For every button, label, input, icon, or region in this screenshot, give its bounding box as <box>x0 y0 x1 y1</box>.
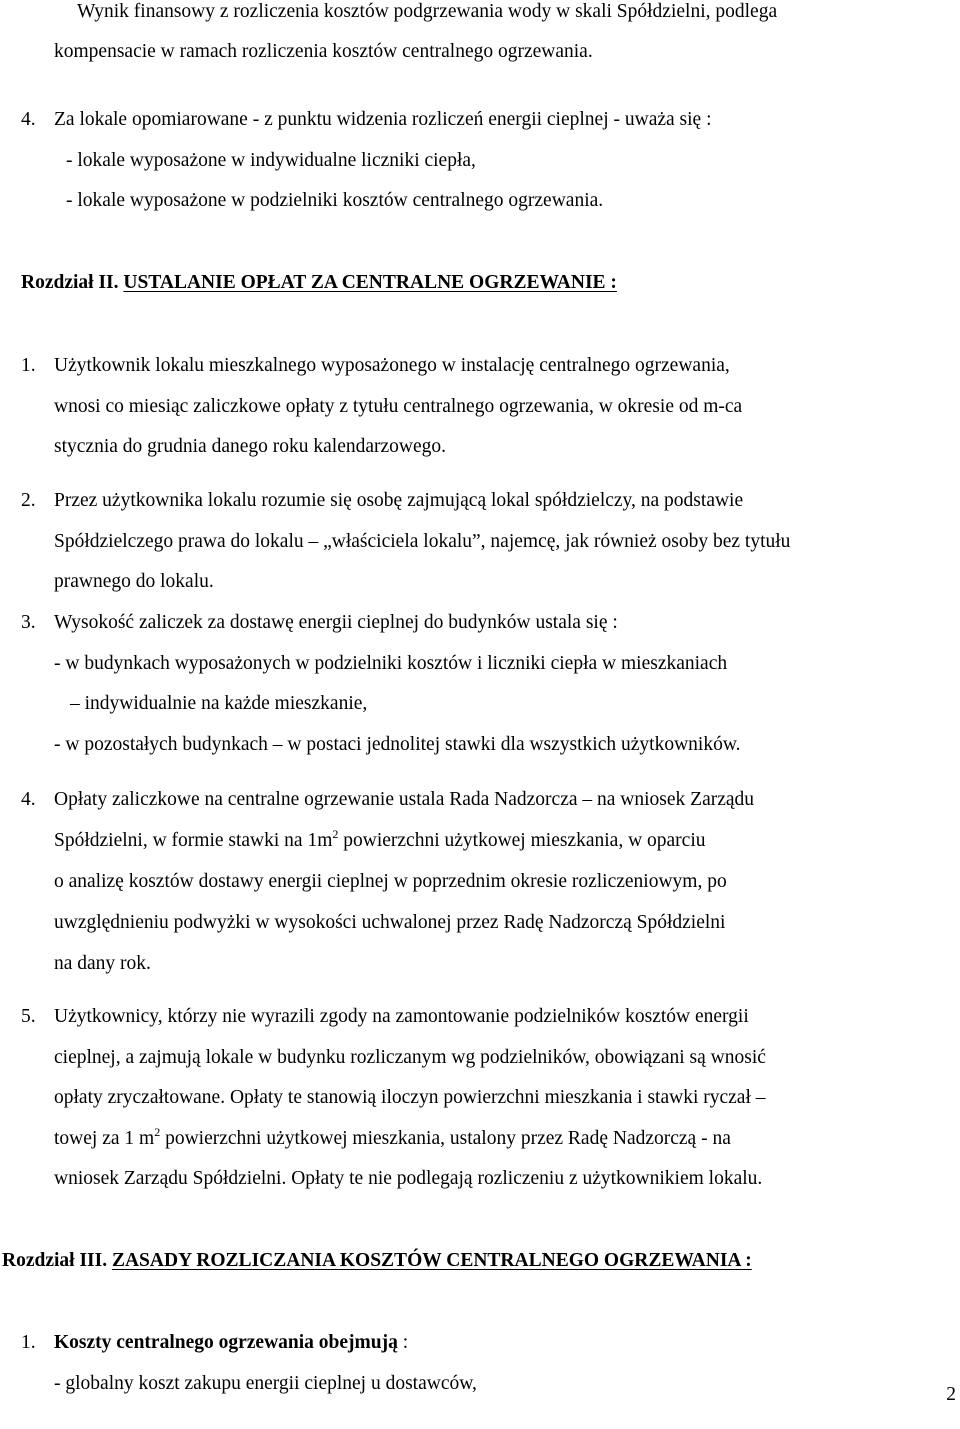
paragraph-line: cieplnej, a zajmują lokale w budynku rozliczanym wg podzielników, obowiązani są wnosić <box>54 1047 766 1068</box>
paragraph-line: Wysokość zaliczek za dostawę energii cieplnej do budynków ustala się : <box>54 612 618 633</box>
superscript: 2 <box>154 1125 161 1139</box>
chapter-title: ZASADY ROZLICZANIA KOSZTÓW CENTRALNEGO OGRZEWANIA : <box>111 1250 752 1271</box>
text-run: Spółdzielni, w formie stawki na 1m <box>54 830 333 851</box>
list-bullet: - w budynkach wyposażonych w podzielniki kosztów i liczniki ciepła w mieszkaniach <box>54 653 728 674</box>
list-bullet: - lokale wyposażone w podzielniki kosztów centralnego ogrzewania. <box>66 190 604 211</box>
chapter-heading <box>21 273 617 293</box>
page-number: 2 <box>946 1384 956 1405</box>
paragraph-line <box>54 1125 731 1149</box>
list-number: 2. <box>21 490 36 511</box>
paragraph-line: Spółdzielczego prawa do lokalu – „właściciela lokalu”, najemcę, jak również osoby bez tytułu <box>54 531 791 552</box>
paragraph-line: uwzględnieniu podwyżki w wysokości uchwalonej przez Radę Nadzorczą Spółdzielni <box>54 912 726 933</box>
list-number: 4. <box>21 109 36 130</box>
paragraph-line: kompensacie w ramach rozliczenia kosztów centralnego ogrzewania. <box>54 41 593 62</box>
chapter-label: Rozdział II. <box>21 272 119 293</box>
paragraph-line: o analizę kosztów dostawy energii cieplnej w poprzednim okresie rozliczeniowym, po <box>54 871 727 892</box>
paragraph-line: na dany rok. <box>54 953 151 974</box>
paragraph-line: Użytkownicy, którzy nie wyrazili zgody na zamontowanie podzielników kosztów energii <box>54 1006 749 1027</box>
paragraph-line: stycznia do grudnia danego roku kalendarzowego. <box>54 436 447 457</box>
text-run: powierzchni użytkowej mieszkania, w oparciu <box>338 830 706 851</box>
paragraph-line: Przez użytkownika lokalu rozumie się osobę zajmującą lokal spółdzielczy, na podstawie <box>54 490 744 511</box>
paragraph-line: Użytkownik lokalu mieszkalnego wyposażonego w instalację centralnego ogrzewania, <box>54 355 730 376</box>
text-run: : <box>397 1332 409 1353</box>
paragraph-line <box>54 827 706 851</box>
superscript: 2 <box>332 827 339 841</box>
paragraph-line: Wynik finansowy z rozliczenia kosztów podgrzewania wody w skali Spółdzielni, podlega <box>77 1 778 22</box>
paragraph-line: prawnego do lokalu. <box>54 571 214 592</box>
list-number: 5. <box>21 1006 36 1027</box>
list-bullet: - lokale wyposażone w indywidualne liczniki ciepła, <box>66 150 476 171</box>
list-bullet: – indywidualnie na każde mieszkanie, <box>70 693 368 714</box>
list-number: 1. <box>21 355 36 376</box>
paragraph-line: wnosi co miesiąc zaliczkowe opłaty z tytułu centralnego ogrzewania, w okresie od m-ca <box>54 396 743 417</box>
list-bullet: - w pozostałych budynkach – w postaci jednolitej stawki dla wszystkich użytkowników. <box>54 734 741 755</box>
list-number: 4. <box>21 789 36 810</box>
list-number: 1. <box>21 1332 36 1353</box>
paragraph-line: opłaty zryczałtowane. Opłaty te stanowią iloczyn powierzchni mieszkania i stawki ryczał – <box>54 1087 766 1108</box>
paragraph-line: wniosek Zarządu Spółdzielni. Opłaty te nie podlegają rozliczeniu z użytkownikiem lokalu. <box>54 1168 763 1189</box>
text-run: powierzchni użytkowej mieszkania, ustalony przez Radę Nadzorczą - na <box>160 1128 731 1149</box>
chapter-label: Rozdział III. <box>2 1250 108 1271</box>
text-run: towej za 1 m <box>54 1128 155 1149</box>
paragraph-line <box>54 1333 408 1353</box>
list-bullet: - globalny koszt zakupu energii cieplnej u dostawców, <box>54 1373 477 1394</box>
paragraph-line: Opłaty zaliczkowe na centralne ogrzewanie ustala Rada Nadzorcza – na wniosek Zarządu <box>54 789 755 810</box>
list-number: 3. <box>21 612 36 633</box>
bold-text: Koszty centralnego ogrzewania obejmują <box>54 1332 398 1353</box>
chapter-title: USTALANIE OPŁAT ZA CENTRALNE OGRZEWANIE : <box>123 272 617 293</box>
paragraph-line: Za lokale opomiarowane - z punktu widzenia rozliczeń energii cieplnej - uważa się : <box>54 109 712 130</box>
chapter-heading <box>2 1251 752 1271</box>
